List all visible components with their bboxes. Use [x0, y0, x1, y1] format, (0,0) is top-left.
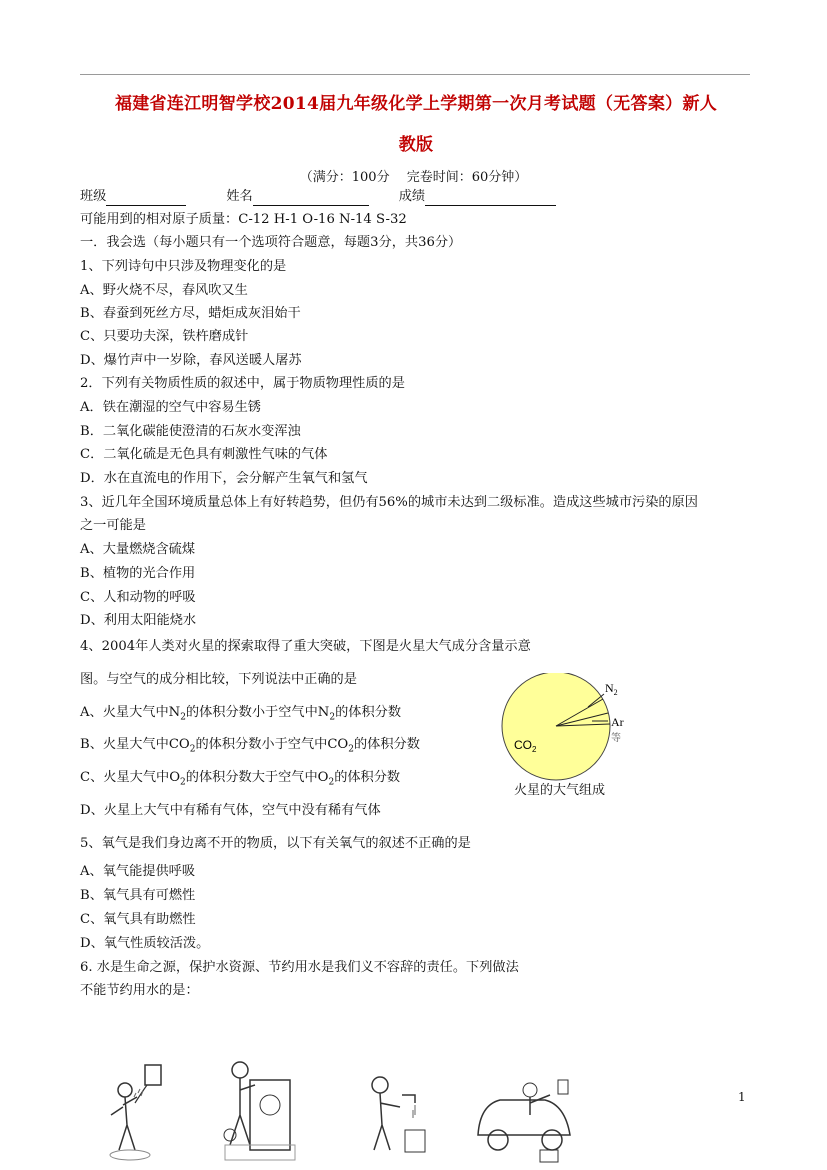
q6-stem-line1: 6. 水是生命之源，保护水资源、节约用水是我们义不容辞的责任。下列做法: [80, 960, 519, 975]
q3-option-d[interactable]: D、利用太阳能烧水: [80, 613, 197, 628]
q4-option-c[interactable]: C、火星大气中$O_2$的体积分数大于空气中$O_2$的体积分数: [80, 770, 401, 788]
q1-option-d[interactable]: D、爆竹声中一岁除，春风送暖人屠苏: [80, 353, 302, 368]
q2-stem: 2．下列有关物质性质的叙述中，属于物质物理性质的是: [80, 376, 405, 391]
q4-stem-line1: 4、2004年人类对火星的探索取得了重大突破，下图是火星大气成分含量示意: [80, 639, 531, 654]
q2-option-c[interactable]: C．二氧化硫是无色具有刺激性气味的气体: [80, 447, 328, 462]
q1-option-b[interactable]: B、春蚕到死丝方尽，蜡炬成灰泪始干: [80, 306, 301, 321]
header-rule: [80, 74, 750, 75]
student-info-row: [80, 188, 556, 206]
washing-illustration: [215, 1055, 305, 1170]
q3-option-c[interactable]: C、人和动物的呼吸: [80, 590, 196, 605]
q4-option-d[interactable]: D、火星上大气中有稀有气体，空气中没有稀有气体: [80, 803, 381, 818]
co2-label: $CO_2$: [514, 738, 537, 754]
faucet-illustration: [360, 1055, 430, 1165]
q3-option-b[interactable]: B、植物的光合作用: [80, 566, 196, 581]
q2-option-d[interactable]: D．水在直流电的作用下，会分解产生氧气和氢气: [80, 471, 368, 486]
q1-option-a[interactable]: A、野火烧不尽，春风吹又生: [80, 283, 248, 298]
chart-caption: 火星的大气组成: [514, 783, 606, 798]
q3-stem-line2: 之一可能是: [80, 518, 146, 533]
q5-option-a[interactable]: A、氧气能提供呼吸: [80, 864, 196, 879]
exam-info: （满分：100分 完卷时间：60分钟）: [299, 170, 528, 185]
pie-circle: [502, 673, 610, 780]
class-field[interactable]: [106, 191, 186, 206]
atomic-masses: 可能用到的相对原子质量：C-12 H-1 O-16 N-14 S-32: [80, 212, 407, 227]
q4-option-b[interactable]: B、火星大气中$CO_2$的体积分数小于空气中$CO_2$的体积分数: [80, 737, 420, 755]
q2-option-b[interactable]: B．二氧化碳能使澄清的石灰水变浑浊: [80, 424, 301, 439]
shower-illustration: [105, 1055, 185, 1165]
mars-atmosphere-chart: [500, 673, 640, 807]
q4-option-a[interactable]: A、火星大气中$N_2$的体积分数小于空气中$N_2$的体积分数: [80, 705, 402, 723]
section-heading: 一．我会选（每小题只有一个选项符合题意，每题3分，共36分）: [80, 235, 462, 250]
page-number: 1: [738, 1090, 746, 1104]
page-title-line2: 教版: [398, 135, 434, 155]
q6-stem-line2: 不能节约用水的是：: [80, 983, 199, 998]
q5-stem: 5、氧气是我们身边离不开的物质，以下有关氧气的叙述不正确的是: [80, 836, 471, 851]
page-title-line1: 福建省连江明智学校2014届九年级化学上学期第一次月考试题（无答案）新人: [114, 94, 718, 114]
n2-label: $N_2$: [605, 681, 618, 697]
q3-stem-line1: 3、近几年全国环境质量总体上有好转趋势，但仍有56%的城市未达到二级标准。造成这些城市污染的原因: [80, 495, 698, 510]
ar-label: Ar: [611, 715, 624, 729]
name-field[interactable]: [253, 191, 369, 206]
q2-option-a[interactable]: A．铁在潮湿的空气中容易生锈: [80, 400, 261, 415]
score-label: 成绩: [398, 189, 426, 204]
q5-option-b[interactable]: B、氧气具有可燃性: [80, 888, 196, 903]
q3-option-a[interactable]: A、大量燃烧含硫煤: [80, 542, 196, 557]
name-label: 姓名: [226, 189, 253, 204]
q1-option-c[interactable]: C、只要功夫深，铁杵磨成针: [80, 329, 249, 344]
other-label: 等: [611, 733, 621, 744]
q1-stem: 1、下列诗句中只涉及物理变化的是: [80, 259, 287, 274]
score-field[interactable]: [425, 191, 556, 206]
q4-stem-line2: 图。与空气的成分相比较，下列说法中正确的是: [80, 672, 357, 687]
q5-option-d[interactable]: D、氧气性质较活泼。: [80, 936, 210, 951]
q5-option-c[interactable]: C、氧气具有助燃性: [80, 912, 196, 927]
class-label: 班级: [80, 189, 107, 204]
car-wash-illustration: [470, 1055, 580, 1165]
